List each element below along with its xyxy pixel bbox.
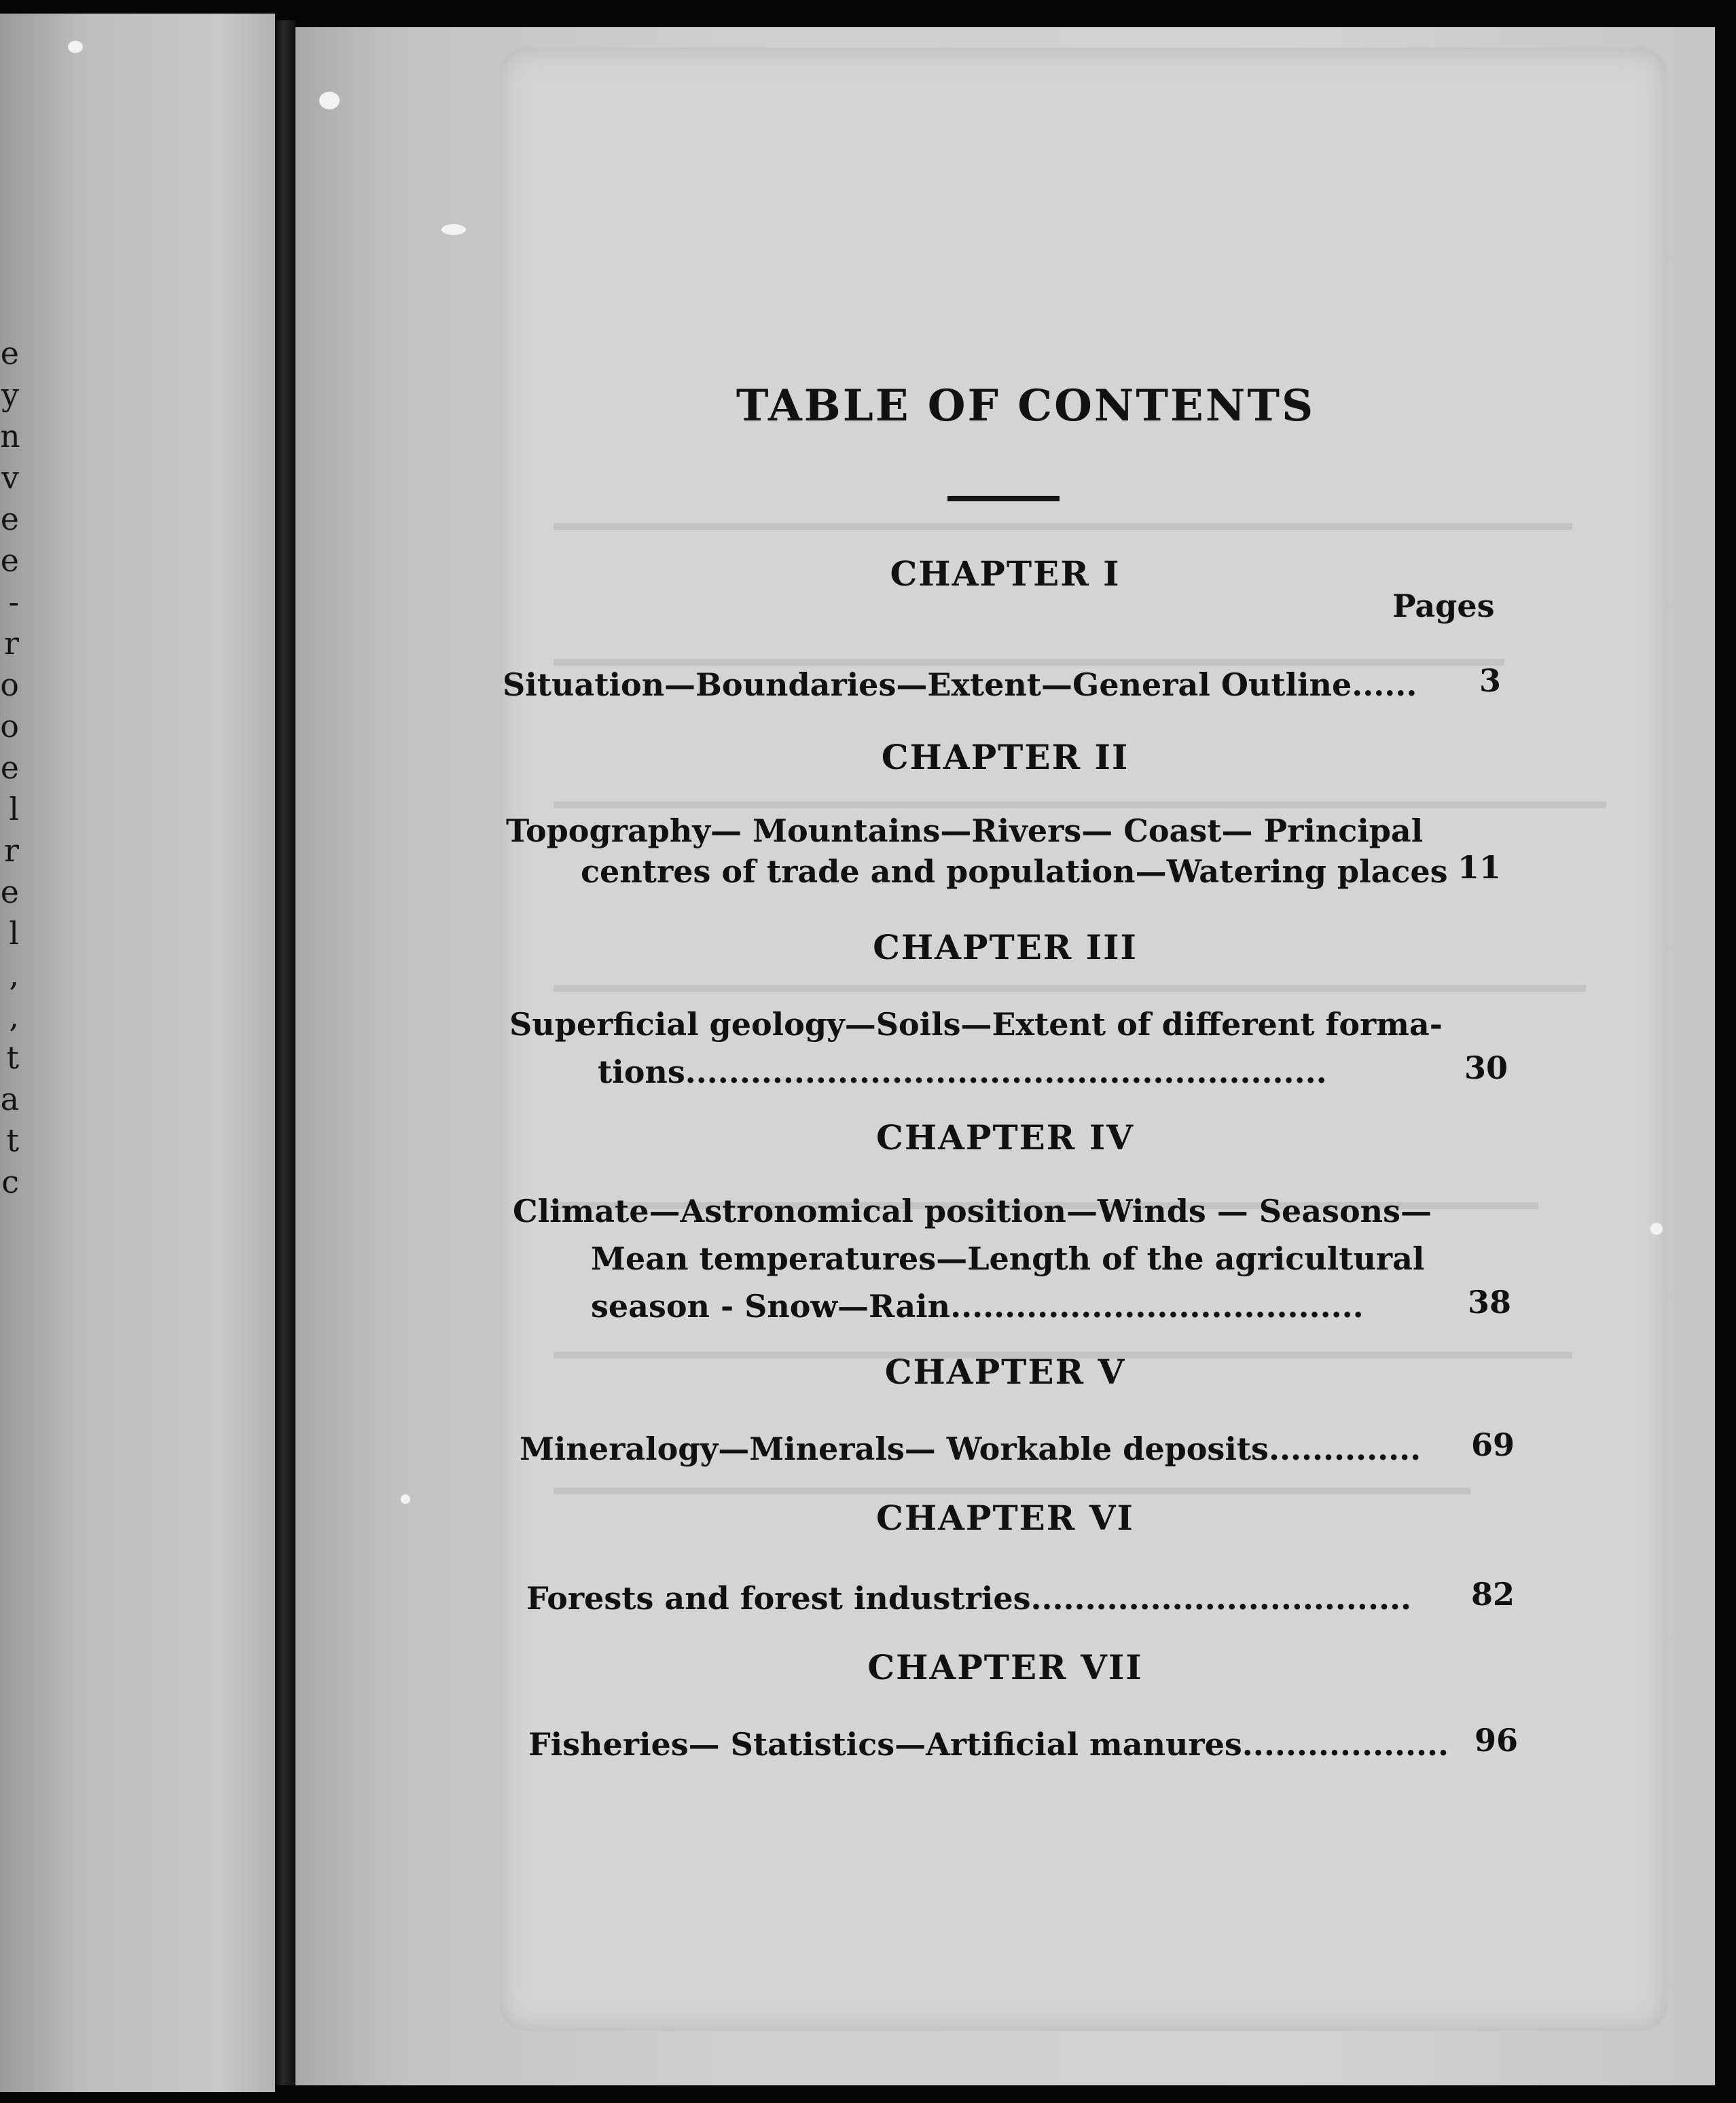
scan-speck [441,224,466,235]
chapter-entry-line: Climate—Astronomical position—Winds — Seasons— [513,1193,1432,1229]
chapter-entry-line: centres of trade and population—Watering places [581,853,1448,890]
margin-letter: l [9,791,19,827]
chapter-page-number: 30 [1464,1049,1508,1086]
chapter-page-number: 96 [1474,1722,1518,1759]
margin-letter: y [1,376,19,413]
margin-letter: e [0,874,19,910]
scan-speck [401,1494,410,1504]
chapter-entry-line: Fisheries— Statistics—Artificial manures................... [528,1726,1449,1763]
margin-letter: a [0,1081,19,1117]
chapter-entry-line: tions........................................................... [598,1054,1327,1090]
chapter-entry-line: season - Snow—Rain...................................... [591,1288,1364,1325]
margin-letter: l [9,915,19,952]
scan-speck [319,92,340,109]
title-rule [947,496,1060,501]
margin-letter: , [9,998,19,1035]
chapter-heading: CHAPTER VII [867,1647,1143,1687]
chapter-entry-line: Forests and forest industries................................... [526,1580,1412,1617]
chapter-entry-line: Superficial geology—Soils—Extent of different forma- [509,1006,1443,1043]
chapter-entry-line: Mean temperatures—Length of the agricultural [591,1240,1425,1277]
chapter-entry-line: Situation—Boundaries—Extent—General Outline...... [503,666,1417,703]
margin-letter: e [0,335,19,372]
chapter-heading: CHAPTER II [881,737,1129,777]
margin-letter: r [4,832,19,869]
margin-letter: t [6,1122,19,1159]
chapter-entry-line: Mineralogy—Minerals— Workable deposits.............. [520,1431,1422,1467]
margin-letter: c [1,1164,19,1200]
scan-speck [1650,1223,1663,1235]
chapter-page-number: 82 [1470,1576,1515,1613]
margin-letter: v [1,459,19,496]
chapter-heading: CHAPTER I [890,554,1121,594]
margin-letter: e [0,542,19,579]
chapter-heading: CHAPTER VI [876,1498,1134,1538]
chapter-entry-line: Topography— Mountains—Rivers— Coast— Principal [506,812,1424,849]
page-title: TABLE OF CONTENTS [736,380,1316,431]
margin-letter: t [6,1039,19,1076]
margin-letter: o [0,666,19,703]
scan-speck [68,41,83,53]
margin-letter: e [0,749,19,786]
margin-letter: e [0,501,19,537]
margin-letter: n [0,418,20,454]
chapter-page-number: 3 [1479,662,1501,699]
chapter-page-number: 11 [1457,849,1501,886]
chapter-heading: CHAPTER IV [876,1117,1134,1157]
margin-letter: r [4,625,19,662]
chapter-heading: CHAPTER III [873,927,1138,967]
margin-letter: o [0,708,19,744]
chapter-page-number: 38 [1467,1284,1511,1320]
margin-letter: , [9,956,19,993]
chapter-heading: CHAPTER V [884,1352,1126,1392]
pages-column-label: Pages [1392,588,1495,624]
margin-letter: - [8,583,19,620]
chapter-page-number: 69 [1470,1426,1515,1463]
